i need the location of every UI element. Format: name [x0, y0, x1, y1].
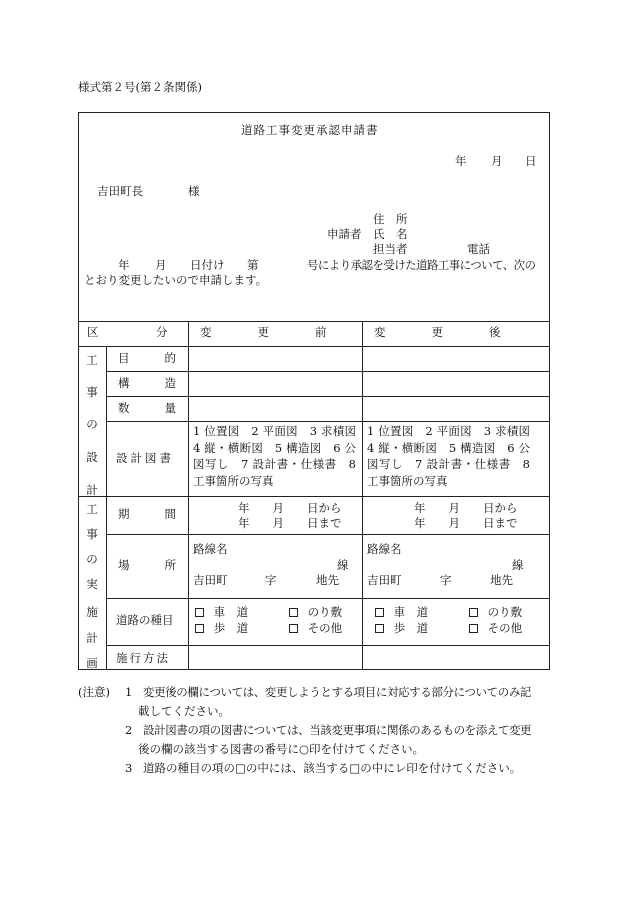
addressee-honorific: 様: [188, 184, 200, 198]
period-before-to: 年 月 日まで: [238, 516, 342, 530]
date-year: 年: [455, 154, 467, 168]
applicant-label: 申請者: [327, 227, 362, 241]
intro-month: 月: [155, 258, 167, 272]
intro-rest: 号により承認を受けた道路工事について、次の: [307, 258, 536, 272]
note-line: 設計図書の項の図書については、当該変更事項に関係のあるものを添えて変更: [143, 723, 532, 737]
row-line: [106, 421, 550, 422]
date-day: 日: [525, 154, 537, 168]
group1-char: 設: [86, 450, 98, 464]
row-line: [106, 371, 550, 372]
row-label-method: 施行方法: [116, 651, 170, 665]
location-after-town: 吉田町: [367, 573, 402, 587]
note-line: 変更後の欄については、変更しようとする項目に対応する部分についてのみ記: [143, 685, 532, 699]
road-option-label: のり敷: [487, 605, 523, 619]
road-type-before-sidewalk[interactable]: [195, 623, 248, 635]
period-after-to: 年 月 日まで: [414, 516, 518, 530]
form-number: 様式第２号(第２条関係): [78, 80, 202, 94]
group2-char: の: [86, 552, 98, 566]
road-option-label: 車 道: [393, 605, 429, 619]
location-before-end: 地先: [316, 573, 339, 587]
location-before-aza: 字: [265, 573, 277, 587]
location-after-aza: 字: [440, 573, 452, 587]
row-label-period: 期 間: [118, 507, 180, 521]
group2-char: 計: [86, 631, 98, 645]
location-before-route: 路線名: [193, 542, 228, 556]
checkbox-icon[interactable]: [289, 624, 298, 633]
note-line: 載してください。: [138, 704, 230, 718]
group1-char: 工: [86, 353, 98, 367]
row-line: [106, 645, 550, 646]
note-line: 道路の種目の項の□の中には、該当する□の中にレ印を付けてください。: [143, 761, 522, 775]
header-after: 変 更 後: [374, 325, 501, 339]
group1-char: の: [86, 417, 98, 431]
header-bottom-line: [78, 346, 550, 347]
road-option-label: のり敷: [307, 605, 343, 619]
road-type-before-slope[interactable]: [289, 607, 342, 619]
drawings-after: 1 位置図 2 平面図 3 求積図 4 縦・横断図 5 構造図 6 公図写し 7 設計書・仕様書 8 工事箇所の写真: [367, 424, 542, 488]
road-type-after-other[interactable]: [469, 623, 522, 635]
group2-char: 施: [86, 605, 98, 619]
applicant-address-label: 住 所: [373, 212, 408, 226]
group-line: [78, 496, 550, 497]
col-line: [106, 346, 107, 670]
checkbox-icon[interactable]: [375, 608, 384, 617]
road-type-after-carriageway[interactable]: [375, 607, 428, 619]
row-line: [106, 534, 550, 535]
row-line: [106, 598, 550, 599]
row-label-purpose: 目 的: [118, 351, 180, 365]
row-label-drawings: 設計図書: [116, 451, 174, 465]
row-label-structure: 構 造: [118, 376, 180, 390]
col-line: [188, 321, 189, 670]
note-number: 1: [125, 685, 133, 699]
road-type-before-carriageway[interactable]: [195, 607, 248, 619]
checkbox-icon[interactable]: [375, 624, 384, 633]
intro-no: 第: [247, 258, 259, 272]
note-number: 3: [125, 761, 133, 775]
location-before-town: 吉田町: [193, 573, 228, 587]
addressee-name: 吉田町長: [97, 184, 143, 198]
applicant-phone-label: 電話: [467, 242, 490, 256]
road-type-after-sidewalk[interactable]: [375, 623, 428, 635]
group2-char: 画: [86, 656, 98, 670]
group2-char: 工: [86, 502, 98, 516]
road-type-before-other[interactable]: [289, 623, 342, 635]
group2-char: 実: [86, 577, 98, 591]
note-number: 2: [125, 723, 133, 737]
row-line: [106, 396, 550, 397]
table-top-line: [78, 321, 550, 322]
road-option-label: 歩 道: [213, 621, 249, 635]
header-division: 区 分: [87, 325, 168, 339]
form-title: 道路工事変更承認申請書: [241, 123, 379, 137]
form-frame: [78, 112, 550, 670]
group1-char: 事: [86, 385, 98, 399]
group2-char: 事: [86, 527, 98, 541]
road-option-label: 車 道: [213, 605, 249, 619]
intro-year: 年: [118, 258, 130, 272]
period-after-from: 年 月 日から: [414, 501, 518, 515]
checkbox-icon[interactable]: [469, 608, 478, 617]
intro-date-label: 日付け: [190, 258, 225, 272]
location-before-line: 線: [337, 558, 349, 572]
intro-line2: とおり変更したいので申請します。: [84, 273, 268, 287]
note-line: 後の欄の該当する図書の番号に○印を付けてください。: [138, 742, 425, 756]
drawings-before: 1 位置図 2 平面図 3 求積図 4 縦・横断図 5 構造図 6 公図写し 7 設計書・仕様書 8 工事箇所の写真: [193, 424, 368, 488]
row-label-road-type: 道路の種目: [116, 613, 174, 627]
location-after-route: 路線名: [367, 542, 402, 556]
applicant-person-label: 担当者: [373, 242, 408, 256]
date-month: 月: [491, 154, 503, 168]
header-before: 変 更 前: [200, 325, 327, 339]
road-type-after-slope[interactable]: [469, 607, 522, 619]
location-after-line: 線: [512, 558, 524, 572]
road-option-label: その他: [307, 621, 343, 635]
applicant-name-label: 氏 名: [373, 227, 408, 241]
row-label-location: 場 所: [118, 558, 180, 572]
checkbox-icon[interactable]: [469, 624, 478, 633]
group1-char: 計: [86, 483, 98, 497]
checkbox-icon[interactable]: [289, 608, 298, 617]
notes-label: (注意): [78, 685, 110, 699]
road-option-label: 歩 道: [393, 621, 429, 635]
col-line: [362, 321, 363, 670]
checkbox-icon[interactable]: [195, 624, 204, 633]
checkbox-icon[interactable]: [195, 608, 204, 617]
location-after-end: 地先: [490, 573, 513, 587]
period-before-from: 年 月 日から: [238, 501, 342, 515]
road-option-label: その他: [487, 621, 523, 635]
row-label-quantity: 数 量: [118, 401, 180, 415]
